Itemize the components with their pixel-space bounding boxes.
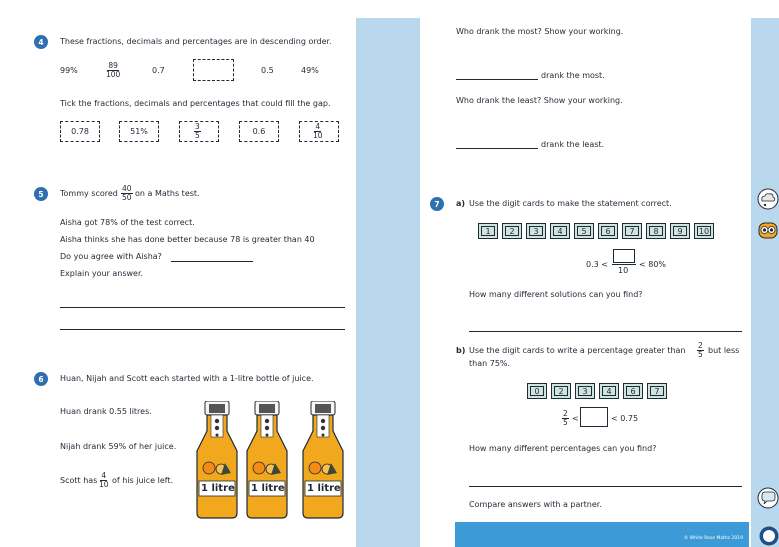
question-4-number: 4 [34,35,48,49]
q7a-numerator-box[interactable] [613,249,635,263]
q6-scott-fraction: $\frac{4}{10}$ [99,471,109,489]
white-rose-maths-logo-svg [759,526,779,546]
digit-card[interactable]: 7 [622,223,642,239]
owl-icon [757,219,779,241]
q7a-answer-line[interactable] [469,331,742,332]
footer-bar [455,522,749,547]
footer-copyright: © White Rose Maths 2019 [683,536,743,541]
digit-card[interactable]: 2 [502,223,522,239]
juice-bottle-nijah [245,401,289,519]
cloud-thinking-icon [757,188,779,210]
q7b-prompt-line2: than 75%. [469,359,511,368]
q6-most-answer-text: drank the most. [541,71,605,80]
q4-option-four-tenths-fraction: $\frac{4}{10}$ [313,122,323,140]
center-stripe [356,18,420,547]
q4-seq-fraction: $\frac{89}{100}$ [106,61,121,79]
q6-least-answer-text: drank the least. [541,140,605,149]
q7b-label: b) [456,346,466,355]
q4-seq-5: 0.5 [261,66,274,75]
q4-option-0-78[interactable]: 0.78 [60,121,100,142]
q7b-digit-cards [527,383,671,399]
q7a-label: a) [456,199,466,208]
bottle-label: 1 litre [201,483,235,494]
right-stripe [751,18,779,547]
q6-scott-post: of his juice left. [112,476,174,485]
q5-score-fraction: $\frac{40}{50}$ [122,184,132,202]
q6-most-question: Who drank the most? Show your working. [456,27,624,36]
bottle-label: 1 litre [251,483,285,494]
q4-gap-box[interactable] [193,59,234,81]
q5-line1-pre: Tommy scored [60,189,118,198]
q7a-prompt: Use the digit cards to make the statement correct. [469,199,672,208]
question-5-number: 5 [34,187,48,201]
digit-card[interactable]: 8 [646,223,666,239]
q7b-answer-box[interactable] [580,407,608,427]
q7b-question: How many different percentages can you find? [469,444,657,453]
digit-card[interactable]: 4 [550,223,570,239]
q5-agree-answer-line[interactable] [171,261,253,262]
digit-card[interactable]: 6 [623,383,643,399]
digit-card[interactable]: 3 [575,383,595,399]
q5-line1-post: on a Maths test. [135,189,200,198]
cloud-thinking-icon-svg [757,188,779,210]
q5-line3: Aisha thinks she has done better because 78 is greater than 40 [60,235,315,244]
q4-option-51-percent[interactable]: 51% [119,121,159,142]
digit-card[interactable]: 9 [670,223,690,239]
question-7-number: 7 [430,197,444,211]
juice-bottle-scott [301,401,345,519]
bottle-drawing [195,401,239,519]
speech-bubble-icon [757,487,779,509]
q7a-right: < 80% [639,260,667,269]
q4-option-0-6[interactable]: 0.6 [239,121,279,142]
q5-line4: Do you agree with Aisha? [60,252,162,261]
q7a-fraction-bar [612,264,636,265]
q6-least-answer-line[interactable] [456,148,538,149]
q4-option-three-fifths-fraction: $\frac{3}{5}$ [195,122,200,140]
q7a-left: 0.3 < [586,260,608,269]
digit-card[interactable]: 2 [551,383,571,399]
juice-bottle-huan [195,401,239,519]
q7a-denominator: 10 [618,266,629,275]
q6-prompt: Huan, Nijah and Scott each started with a 1-litre bottle of juice. [60,374,314,383]
digit-card[interactable]: 7 [647,383,667,399]
bottle-drawing [245,401,289,519]
digit-card[interactable]: 10 [694,223,714,239]
q7b-prompt-pre: Use the digit cards to write a percentage greater than [469,346,686,355]
q7-compare: Compare answers with a partner. [469,500,602,509]
digit-card[interactable]: 1 [478,223,498,239]
bottle-drawing [301,401,345,519]
q4-seq-3: 0.7 [152,66,165,75]
bottle-label: 1 litre [307,483,341,494]
q4-seq-6: 49% [301,66,319,75]
question-6-number: 6 [34,372,48,386]
q7b-prompt-post: but less [708,346,740,355]
q5-explain-line-2[interactable] [60,329,345,330]
white-rose-maths-logo [759,526,779,546]
q6-scott-pre: Scott has [60,476,98,485]
q4-prompt: These fractions, decimals and percentages are in descending order. [60,37,332,46]
q5-explain-line-1[interactable] [60,307,345,308]
q6-least-question: Who drank the least? Show your working. [456,96,623,105]
q4-tick-prompt: Tick the fractions, decimals and percentages that could fill the gap. [60,99,331,108]
q4-seq-1: 99% [60,66,78,75]
digit-card[interactable]: 5 [574,223,594,239]
q5-line2: Aisha got 78% of the test correct. [60,218,195,227]
q6-huan: Huan drank 0.55 litres. [60,407,152,416]
q6-nijah: Nijah drank 59% of her juice. [60,442,177,451]
speech-bubble-icon-svg [757,487,779,509]
q6-most-answer-line[interactable] [456,79,538,80]
q5-line5: Explain your answer. [60,269,144,278]
q7b-answer-line[interactable] [469,486,742,487]
digit-card[interactable]: 3 [526,223,546,239]
q7a-question: How many different solutions can you find? [469,290,643,299]
q7a-digit-cards [478,223,718,239]
digit-card[interactable]: 4 [599,383,619,399]
q7b-inequality-fraction: $\frac{2}{5}$ [563,409,568,427]
q7b-less-than: < [572,414,579,423]
digit-card[interactable]: 0 [527,383,547,399]
owl-icon-svg [757,219,779,241]
q7b-right: < 0.75 [611,414,639,423]
q7b-prompt-fraction: $\frac{2}{5}$ [698,341,703,359]
digit-card[interactable]: 6 [598,223,618,239]
